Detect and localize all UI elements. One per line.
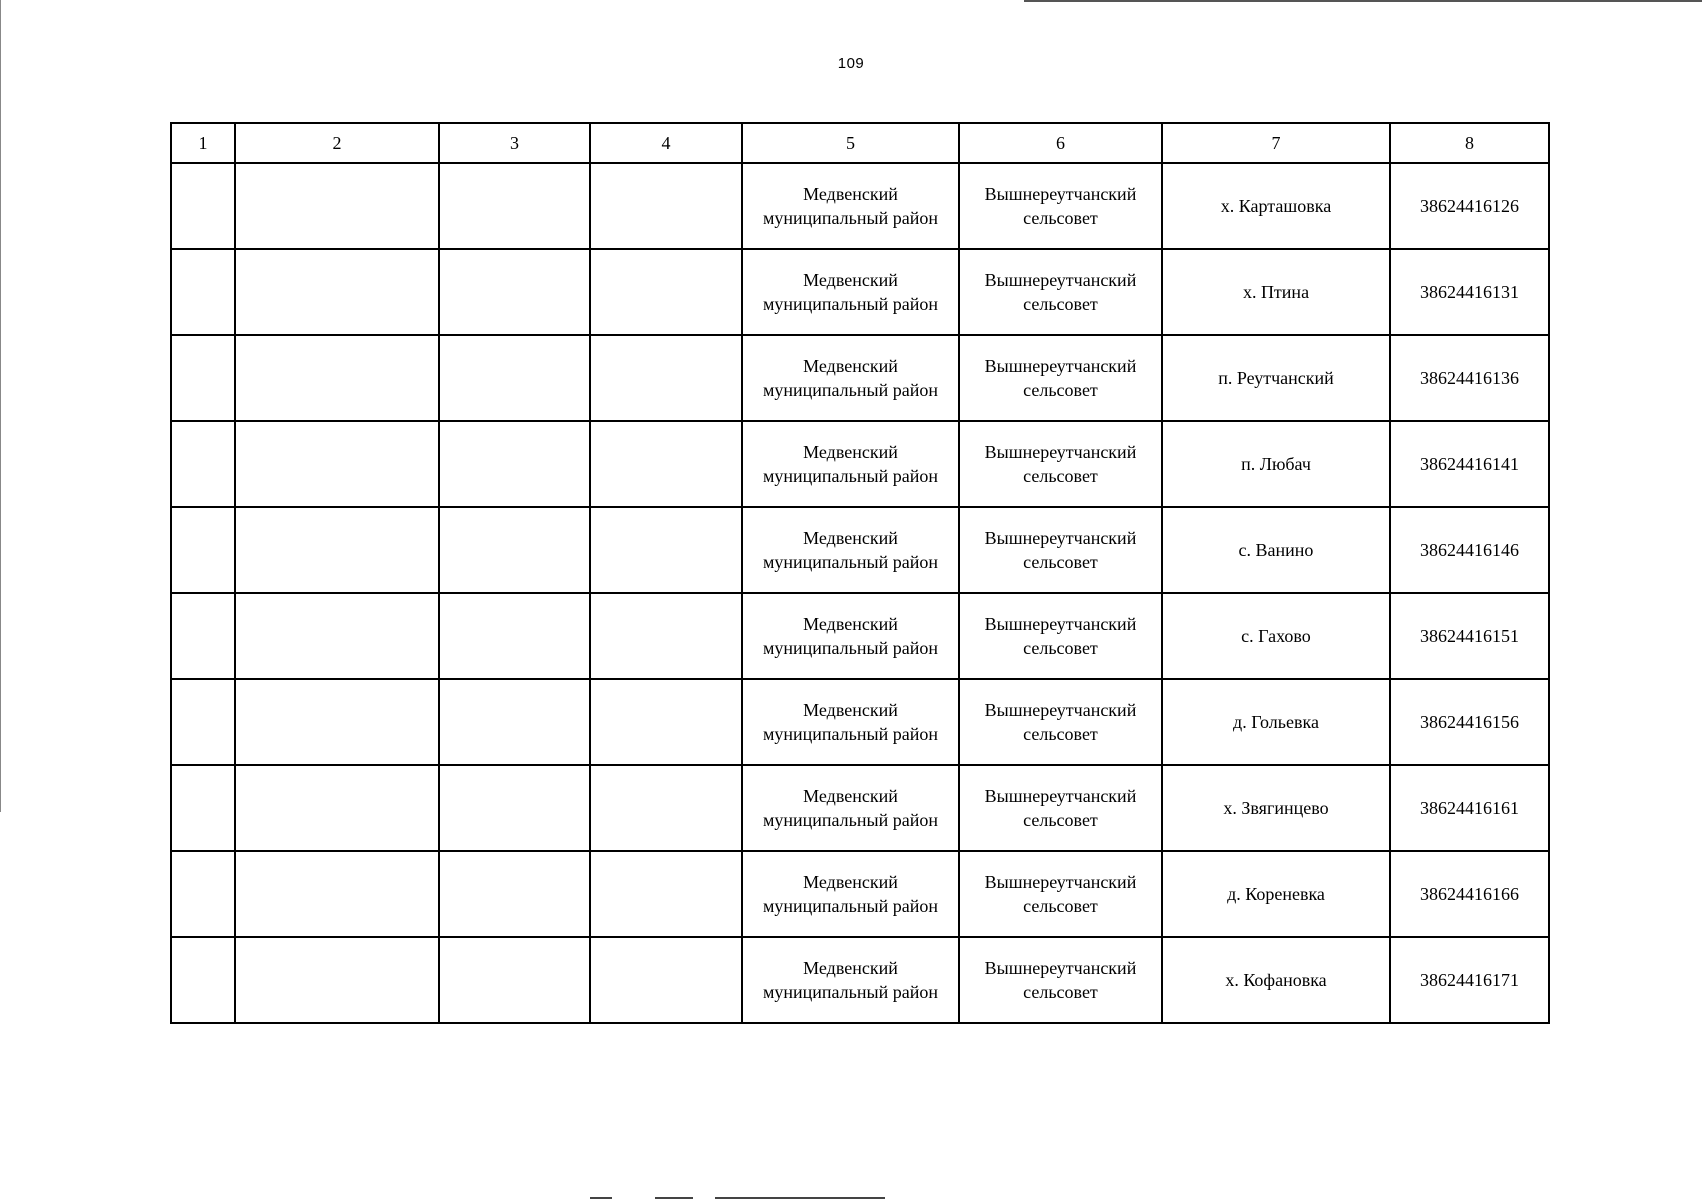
cell-district: Медвенский муниципальный район [742,765,959,851]
column-header: 4 [590,123,742,163]
cell-col2 [235,851,439,937]
cell-district: Медвенский муниципальный район [742,851,959,937]
cell-council: Вышнереутчанский сельсовет [959,593,1162,679]
column-number-row [171,123,1549,163]
cell-col3 [439,335,590,421]
cell-settlement: с. Ванино [1162,507,1390,593]
cell-code: 38624416146 [1390,507,1549,593]
cell-col1 [171,851,235,937]
cell-col4 [590,937,742,1023]
table-row [171,937,1549,1023]
cell-code: 38624416171 [1390,937,1549,1023]
column-header: 3 [439,123,590,163]
cell-col4 [590,249,742,335]
cell-col1 [171,937,235,1023]
cell-code: 38624416126 [1390,163,1549,249]
cell-col1 [171,163,235,249]
cell-district: Медвенский муниципальный район [742,163,959,249]
cell-settlement: х. Кофановка [1162,937,1390,1023]
cell-col3 [439,765,590,851]
column-header: 1 [171,123,235,163]
scan-mark-bottom [655,1197,693,1199]
cell-col2 [235,679,439,765]
cell-col1 [171,507,235,593]
cell-col2 [235,937,439,1023]
cell-code: 38624416156 [1390,679,1549,765]
cell-col2 [235,249,439,335]
cell-col4 [590,163,742,249]
cell-district: Медвенский муниципальный район [742,335,959,421]
cell-col1 [171,421,235,507]
column-header: 8 [1390,123,1549,163]
cell-code: 38624416141 [1390,421,1549,507]
cell-col4 [590,765,742,851]
cell-col2 [235,421,439,507]
cell-col1 [171,593,235,679]
cell-council: Вышнереутчанский сельсовет [959,765,1162,851]
cell-council: Вышнереутчанский сельсовет [959,421,1162,507]
cell-district: Медвенский муниципальный район [742,593,959,679]
settlements-table [170,122,1550,1024]
cell-council: Вышнереутчанский сельсовет [959,163,1162,249]
cell-col3 [439,163,590,249]
cell-col4 [590,335,742,421]
table-row [171,163,1549,249]
cell-district: Медвенский муниципальный район [742,679,959,765]
cell-col2 [235,335,439,421]
cell-col4 [590,593,742,679]
cell-col2 [235,163,439,249]
table-row [171,421,1549,507]
cell-col2 [235,765,439,851]
cell-settlement: п. Любач [1162,421,1390,507]
cell-col3 [439,679,590,765]
cell-col1 [171,765,235,851]
scan-edge-left [0,0,1,812]
cell-col3 [439,851,590,937]
cell-district: Медвенский муниципальный район [742,421,959,507]
cell-council: Вышнереутчанский сельсовет [959,507,1162,593]
column-header: 6 [959,123,1162,163]
cell-code: 38624416151 [1390,593,1549,679]
cell-col3 [439,421,590,507]
table-row [171,679,1549,765]
cell-col3 [439,937,590,1023]
table-row [171,249,1549,335]
cell-district: Медвенский муниципальный район [742,937,959,1023]
cell-col2 [235,507,439,593]
cell-code: 38624416131 [1390,249,1549,335]
table-row [171,507,1549,593]
table-row [171,335,1549,421]
cell-settlement: х. Карташовка [1162,163,1390,249]
cell-council: Вышнереутчанский сельсовет [959,335,1162,421]
cell-code: 38624416161 [1390,765,1549,851]
cell-col4 [590,421,742,507]
cell-settlement: п. Реутчанский [1162,335,1390,421]
cell-settlement: х. Звягинцево [1162,765,1390,851]
cell-council: Вышнереутчанский сельсовет [959,679,1162,765]
cell-col1 [171,335,235,421]
cell-settlement: с. Гахово [1162,593,1390,679]
table-row [171,593,1549,679]
cell-settlement: д. Кореневка [1162,851,1390,937]
column-header: 7 [1162,123,1390,163]
cell-col1 [171,249,235,335]
cell-col3 [439,249,590,335]
cell-council: Вышнереутчанский сельсовет [959,937,1162,1023]
cell-settlement: д. Гольевка [1162,679,1390,765]
cell-settlement: х. Птина [1162,249,1390,335]
cell-col3 [439,593,590,679]
cell-district: Медвенский муниципальный район [742,249,959,335]
column-header: 5 [742,123,959,163]
cell-col4 [590,851,742,937]
cell-col1 [171,679,235,765]
cell-council: Вышнереутчанский сельсовет [959,851,1162,937]
table-row [171,851,1549,937]
scan-mark-bottom [715,1197,885,1199]
scan-edge-top [1024,0,1702,2]
cell-col2 [235,593,439,679]
cell-col4 [590,507,742,593]
cell-code: 38624416136 [1390,335,1549,421]
column-header: 2 [235,123,439,163]
scan-mark-bottom [590,1197,612,1199]
cell-district: Медвенский муниципальный район [742,507,959,593]
cell-col4 [590,679,742,765]
table-row [171,765,1549,851]
cell-council: Вышнереутчанский сельсовет [959,249,1162,335]
cell-col3 [439,507,590,593]
cell-code: 38624416166 [1390,851,1549,937]
page-number: 109 [837,55,865,72]
